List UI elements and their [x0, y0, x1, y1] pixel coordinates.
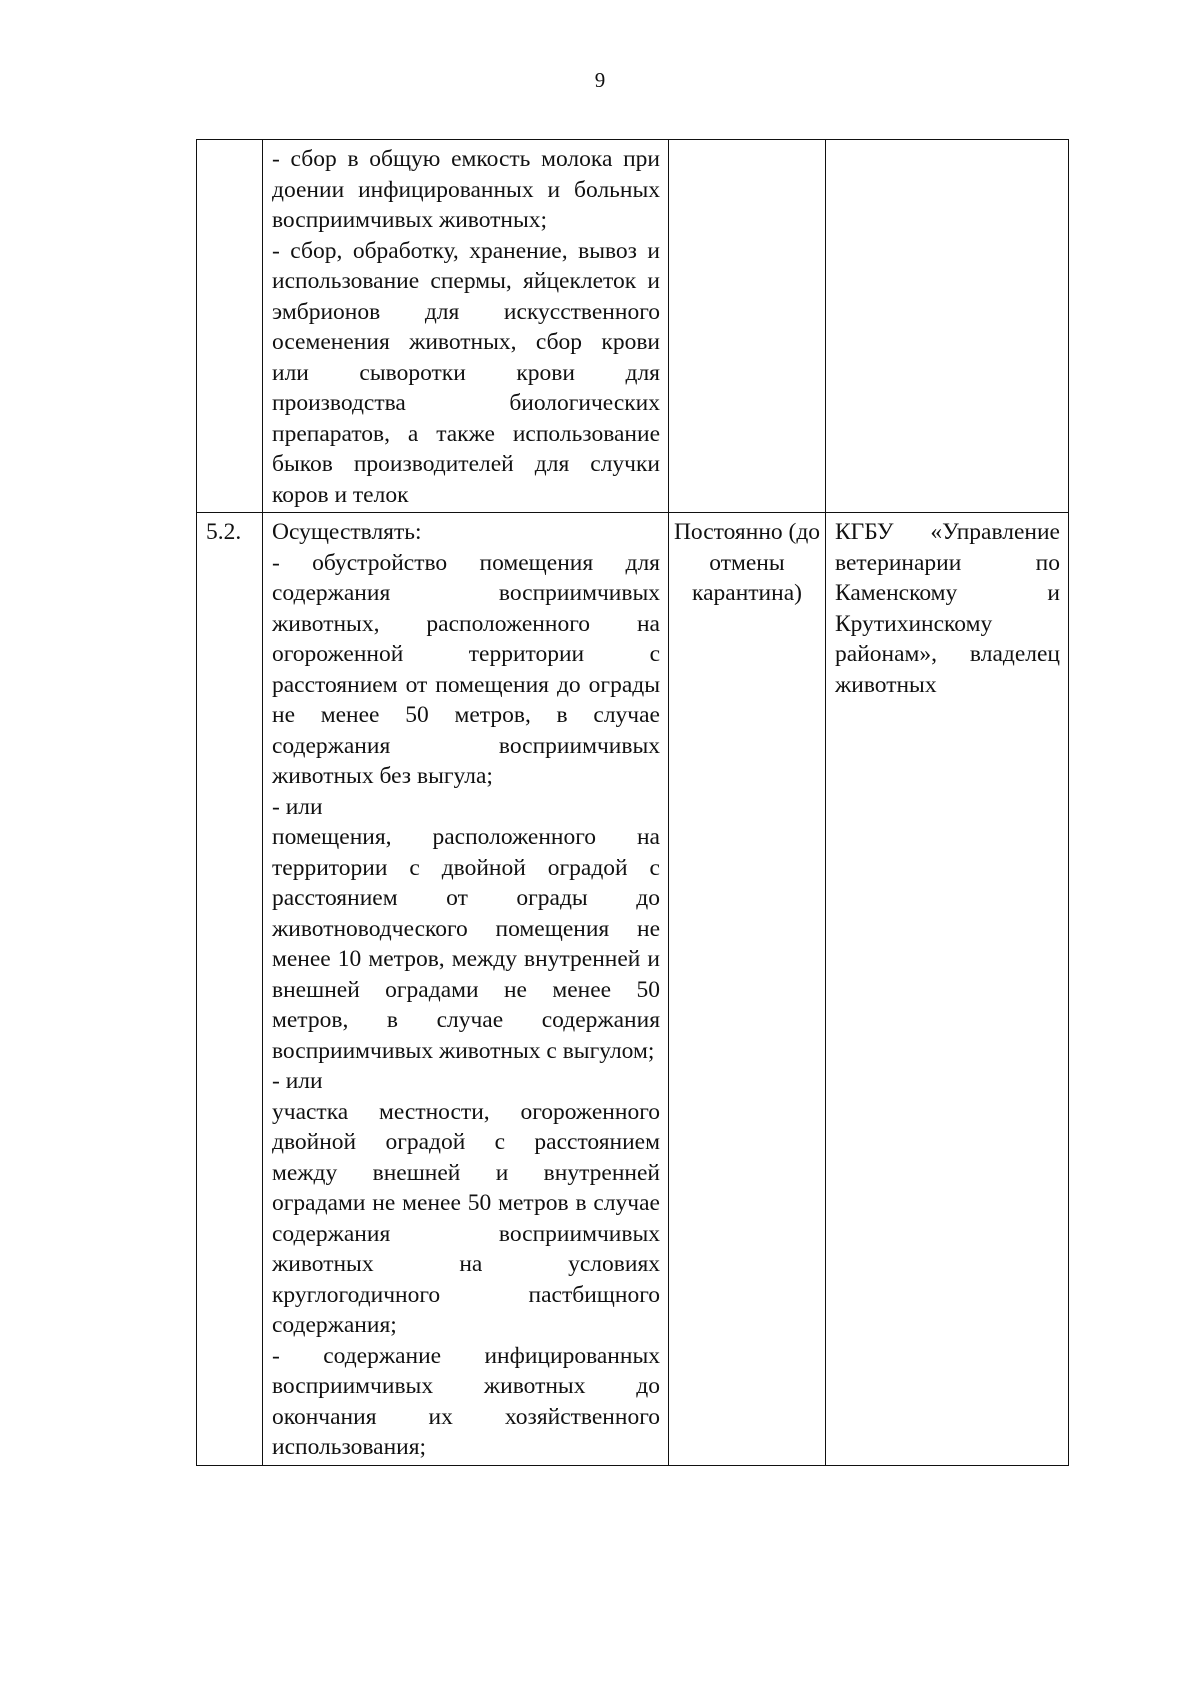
action-cell	[263, 513, 669, 1466]
page-number: 9	[594, 68, 606, 92]
action-line: Осуществлять:	[272, 519, 422, 545]
responsible-cell: КГБУ «Управление ветеринарии по Каменскому и Крутихинскому районам», владелец животных	[826, 513, 1069, 1466]
action-line: - или	[272, 1068, 323, 1094]
term-cell: Постоянно (до отмены карантина)	[669, 513, 826, 1466]
action-line: участка местности, огороженного двойной оградой с расстоянием между внешней и внутренней оградами не менее 50 метров в случае содержания восприимчивых животных на условиях круглогодичного пастбищного содержания;	[272, 1098, 660, 1338]
table-row	[197, 513, 1069, 1466]
table-row	[197, 140, 1069, 513]
measures-table	[196, 139, 1069, 1466]
row-number-cell: 5.2.	[197, 513, 263, 1466]
responsible-cell	[826, 140, 1069, 513]
action-line: - или	[272, 793, 323, 820]
row-number-cell	[197, 140, 263, 513]
action-cell	[263, 140, 669, 513]
action-line: - обустройство помещения для содержания восприимчивых животных, расположенного на огороженной территории с расстоянием от помещения до ограды не менее 50 метров, в случае содержания восприимчивых животных без выгула;	[272, 549, 660, 789]
action-line: - сбор, обработку, хранение, вывоз и использование спермы, яйцеклеток и эмбрионов для искусственного осеменения животных, сбор крови или сыворотки крови для производства биологических препаратов, а также использование быков производителей для случки коров и телок	[272, 237, 660, 508]
action-line: помещения, расположенного на территории с двойной оградой с расстоянием от ограды до животноводческого помещения не менее 10 метров, между внутренней и внешней оградами не менее 50 метров, в случае содержания восприимчивых животных с выгулом;	[272, 824, 660, 1064]
term-cell	[669, 140, 826, 513]
action-line: - сбор в общую емкость молока при доении инфицированных и больных восприимчивых животных;	[272, 146, 660, 233]
action-line: - содержание инфицированных восприимчивых животных до окончания их хозяйственного использования;	[272, 1342, 660, 1460]
